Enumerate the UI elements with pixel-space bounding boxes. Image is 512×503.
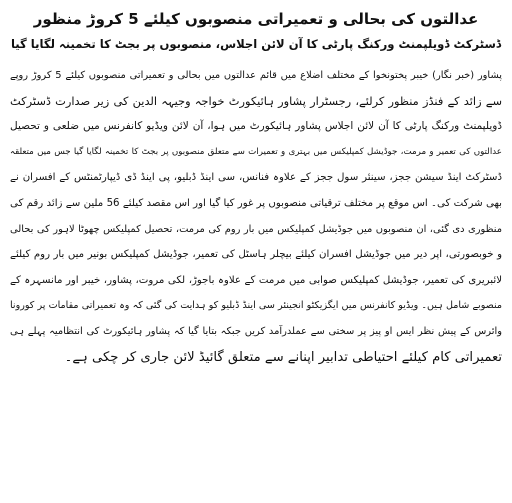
body-line: پشاور (خبر نگار) خیبر پختونخوا کے مختلف اضلاع میں قائم عدالتوں میں بحالی و تعمیراتی منصوبوں کیلئے 5 کروڑ روپے [10, 70, 502, 81]
body-line: و خوبصورتی، اپر دیر میں جوڈیشل افسران کیلئے بیچلر ہاسٹل کی تعمیر، جوڈیشل کمپلیکس بونیر میں بار روم کیلئے [10, 249, 502, 261]
body-line: منظوری دی گئی، ان منصوبوں میں جوڈیشل کمپلیکس میں بار روم کی مرمت، تحصیل کمپلیکس چھوٹا لاہور کی بحالی [10, 223, 502, 235]
article-headline: عدالتوں کی بحالی و تعمیراتی منصوبوں کیلئے 5 کروڑ منظور [33, 10, 479, 28]
body-line: منصوبے شامل ہیں۔ ویڈیو کانفرنس میں ایگزیکٹو انجینئر سی اینڈ ڈبلیو کو ہدایت کی گئی کہ وہ تعمیراتی مقامات پر کورونا [10, 300, 502, 312]
body-line: لائبریری کی تعمیر، جوڈیشل کمپلیکس صوابی میں مرمت کے علاوہ باجوڑ، لکی مروت، پشاور، خیبر اور مانسہرہ کے [10, 274, 502, 286]
article-subheadline [10, 34, 502, 55]
subheadline-line: ڈسٹرکٹ ڈویلپمنٹ ورکنگ پارٹی کا آن لائن اجلاس، منصوبوں پر بجٹ کا تخمینہ لگایا گیا [10, 37, 502, 51]
body-line: سے زائد کے فنڈز منظور کرلئے، رجسٹرار پشاور ہائیکورٹ خواجہ وجیہہ الدین کی زیر صدارت ڈسٹرکٹ [10, 93, 502, 108]
body-line: عدالتوں کی تعمیر و مرمت، جوڈیشل کمپلیکس میں بہتری و تعمیرات سے متعلق منصوبوں پر بجٹ کا تخمینہ لگایا گیا جس میں متعلقہ [10, 146, 502, 157]
article-body [10, 63, 502, 370]
body-line: ڈویلپمنٹ ورکنگ پارٹی کا آن لائن اجلاس پشاور ہائیکورٹ میں ہوا، آن لائن ویڈیو کانفرنس میں ضلعی و تحصیل [10, 120, 502, 133]
body-line: ڈسٹرکٹ اینڈ سیشن ججز، سینئر سول ججز کے علاوہ فنانس، سی اینڈ ڈبلیو، پی اینڈ ڈی ڈیپارٹمنٹس کے افسران نے [10, 172, 502, 184]
body-line: وائرس کے پیش نظر ایس او پیز پر سختی سے عملدرآمد کریں جبکہ بتایا گیا کہ پشاور ہائیکورٹ کی انتظامیہ پہلے ہی [10, 325, 502, 337]
body-line: تعمیراتی کام کیلئے احتیاطی تدابیر اپنانے سے متعلق گائیڈ لائن جاری کر چکی ہے۔ [64, 349, 502, 365]
body-line: بھی شرکت کی۔ اس موقع پر مختلف ترقیاتی منصوبوں پر غور کیا گیا اور اس مقصد کیلئے 56 ملین سے زائد رقم کی [10, 197, 502, 209]
